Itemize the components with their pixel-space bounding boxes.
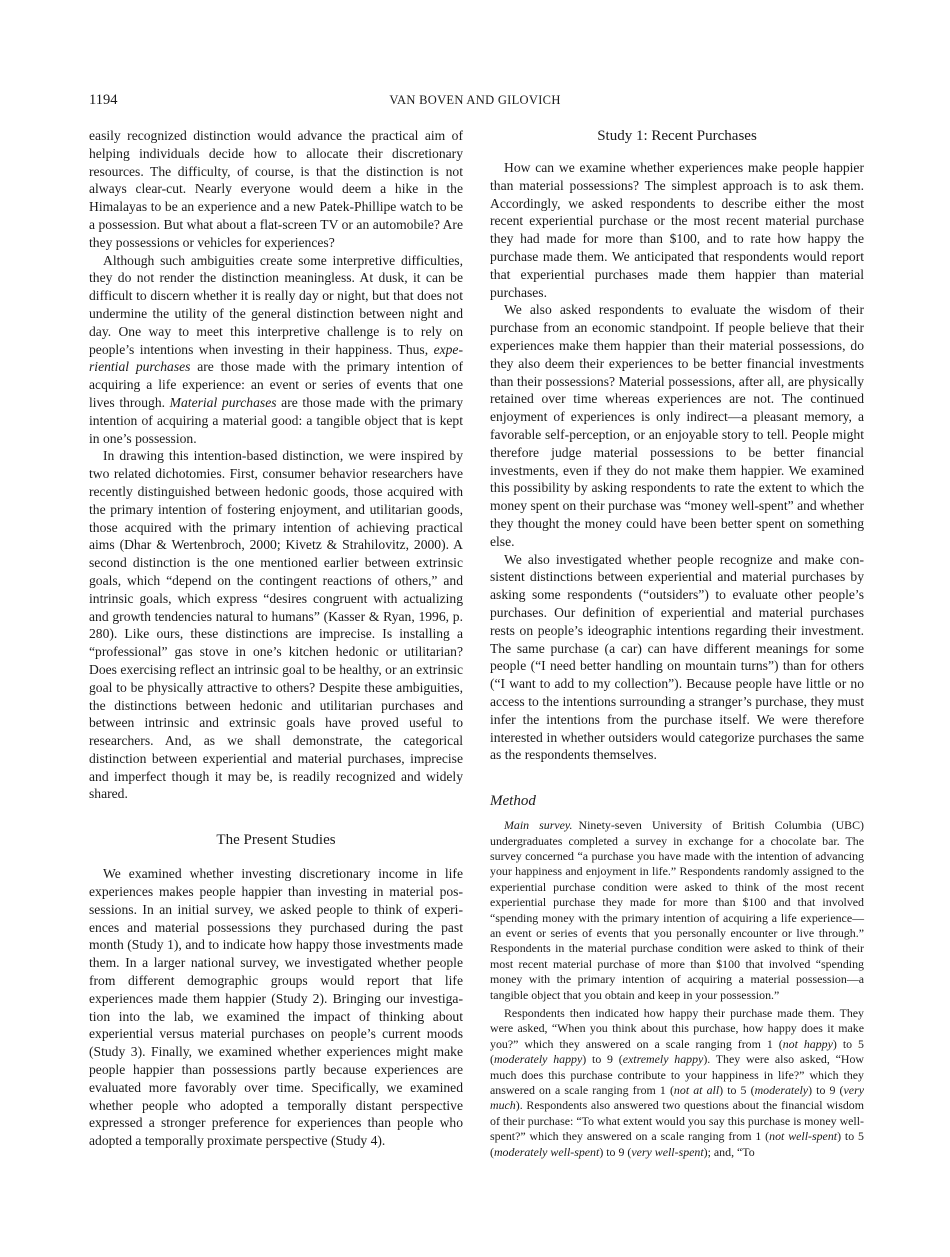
scale-anchor: not happy (782, 1036, 833, 1051)
paragraph: easily recognized distinction would advance the practical aim of helping individuals decide how to allocate their discretionary resources. The difficulty, of course, is that the distinction is not always clear-cut. Nearly everyone would deem a hike in the Himalayas to be an experience and a new Patek-Phillipe watch to be a possession. But what about a flat-screen TV or an automobile? Are they possessions or vehicles for experiences? (89, 128, 463, 250)
text-run: Ninety-seven University of British Columbia (UBC) undergraduates completed a survey in exchange for a chocolate bar. The survey concerned “a purchase you have made with the intention of advancing your happiness and enjoyment in life.” Respondents randomly assigned to the experiential purchase condition were asked to think of the most recent experiential purchase they made for more than $100 and that involved “spending money with the primary intention of acquiring a life experience—an event or series of events that you personally encounter or live through.” Respondents in the material purchase condition were asked to think of their most recent material purchase of more than $100 that involved “spending money with the primary intention of acquiring a material possession—a tangible object that you obtain and keep in your possession.” (490, 818, 865, 1002)
page-number: 1194 (89, 92, 118, 108)
section-title-present-studies: The Present Studies (216, 832, 336, 849)
text-run: Respondents then indicated how happy their purchase made them. They were asked, “When you think about this purchase, how happy does it make you?” which they answered on a scale ranging from 1 ( (490, 1005, 864, 1051)
subsection-title-method: Method (490, 793, 536, 810)
paragraph: How can we examine whether experiences make people happier than material possessions? The simplest approach is to ask them. Accordingly, we asked respondents to describe either the most recent experiential purchase or the most recent material purchase they had made for more than $100, and to rate how happy the purchase made them. We anticipated that respondents would report that experiential purchases made them happier than material purchases. (490, 160, 864, 300)
text-run: ). Respondents also answered two questions about the financial wisdom of their purchase: “To what extent would you say this purchase is money well-spent?” which they answered on a scale ranging from 1 ( (490, 1098, 864, 1144)
text-run: ) to 5 ( (719, 1083, 755, 1097)
text-run: ) to 9 ( (808, 1083, 844, 1097)
left-column (89, 127, 463, 1150)
text-run: Although such ambiguities create some interpretive difficulties, they do not render the distinction meaningless. At dusk, it can be difficult to discern whether it is really day or night, but that does not undermine the utility of the general distinction between night and day. One way to meet this interpretive challenge is to rely on people’s intentions when investing in their happiness. Thus, (89, 252, 463, 357)
right-column (490, 127, 864, 1160)
scale-anchor: very much (490, 1083, 864, 1113)
scale-anchor: very well-spent (631, 1144, 704, 1159)
text-run: are those made with the primary intention of acquiring a material good: a tangible object that is kept in one’s possession. (89, 394, 463, 446)
scale-anchor: moderately happy (493, 1052, 583, 1067)
scale-anchor: moderately (754, 1083, 809, 1097)
section-title-study-1: Study 1: Recent Purchases (597, 128, 757, 144)
scale-anchor: not at all (673, 1083, 720, 1097)
text-run: ); and, “To (703, 1144, 755, 1159)
run-in-heading: Main survey. (504, 818, 573, 833)
paragraph (89, 252, 463, 448)
term-experiential-purchases: experiential purchases (89, 341, 463, 375)
running-head: VAN BOVEN AND GILOVICH (389, 93, 561, 107)
text-run: ) to 5 ( (490, 1129, 864, 1159)
paragraph (490, 1006, 864, 1160)
text-run: ). They were also asked, “How much does this purchase contribute to your happiness in life?” which they answered on a scale ranging from 1 ( (490, 1052, 864, 1097)
text-run: ) to 9 ( (582, 1052, 623, 1067)
paragraph: We examined whether investing discretionary income in life experiences makes people happier than investing in material possessions. In an initial survey, we asked people to think of experiences and material possessions they purchased during the past month (Study 1), and to indicate how happy those investments made them. In a larger national survey, we investigated whether people from different demographic groups would report that life experiences made them happier (Study 2). Bringing our investigation into the lab, we examined the impact of thinking about experiential versus material purchases on people’s current moods (Study 3). Finally, we examined whether experiences might make people happier than possessions partly because experiences are evaluated more favorably over time. Specifically, we examined whether people who adopted a temporally distant perspective expressed a stronger preference for experiences than people who adopted a temporally proximate perspective (Study 4). (89, 866, 463, 1149)
scale-anchor: not well-spent (769, 1129, 838, 1144)
paragraph: We also asked respondents to evaluate the wisdom of their purchase from an economic standpoint. If people believe that their experiences make them happier than their material possessions, do they also deem their experiences to be better financial investments than their possessions? Material possessions, after all, are physically retained over time whereas experiences are not. The continued enjoyment of experiences is only indirect—a pleasant memory, a favorable self-perception, or an enjoyable story to tell. People might therefore judge material possessions to be better financial investments, even if they do not make them happier. We examined this possibility by asking respondents to rate the extent to which the money spent on their purchase was “money well-spent” and whether they thought the money could have been better spent on something else. (490, 302, 864, 549)
scale-anchor: extremely happy (622, 1052, 704, 1067)
paragraph: We also investigated whether people recognize and make consistent distinctions between experiential and material purchases by asking some respondents (“outsiders”) to evaluate other people’s purchases. Our definition of experiential and material purchases rests on people’s ideographic intentions regarding their investment. The same purchase (a car) can have different meanings for some people (“I need better handling on mountain turns”) than for others (“I want to add to my collection”). Because people have little or no access to the intentions surrounding a stranger’s purchase, they must infer the intentions from the purchase itself. We were therefore interested in whether outsiders would categorize purchases the same as the respondents themselves. (490, 551, 864, 763)
term-material-purchases: Material purchases (169, 394, 277, 410)
text-run: ) to 5 ( (490, 1036, 864, 1067)
scale-anchor: moderately well-spent (493, 1144, 600, 1159)
text-run: are those made with the primary intention of acquiring a life experience: an event or series of events that one lives through. (89, 359, 464, 410)
text-run: ) to 9 ( (599, 1144, 632, 1159)
paragraph: In drawing this intention-based distinction, we were inspired by two related dichotomies. First, consumer behavior researchers have recently distinguished between hedonic goods, those acquired with the primary intention of fostering enjoyment, and utilitarian goods, those acquired with the primary intention of achieving practical aims (Dhar & Wertenbroch, 2000; Kivetz & Strahilovitz, 2000). A second distinction is the one mentioned earlier between extrinsic goals, which “depend on the contingent reactions of others,” and intrinsic goals, which express “desires congruent with actualizing and growth tendencies natural to humans” (Kasser & Ryan, 1996, p. 280). Like ours, these distinctions are imprecise. Is installing a “professional” gas stove in one’s kitchen hedonic or utilitarian? Does exercising reflect an intrinsic goal to be healthy, or an extrinsic goal to be physically attractive to others? Despite these ambiguities, the distinctions between hedonic and utilitarian purchases and between intrinsic and extrinsic goals have proved useful to researchers. And, as we shall demonstrate, the categorical distinction between experiential and material purchases, imprecise and imperfect though it may be, is readily recognized and widely shared. (89, 448, 463, 802)
paragraph (490, 818, 864, 1003)
